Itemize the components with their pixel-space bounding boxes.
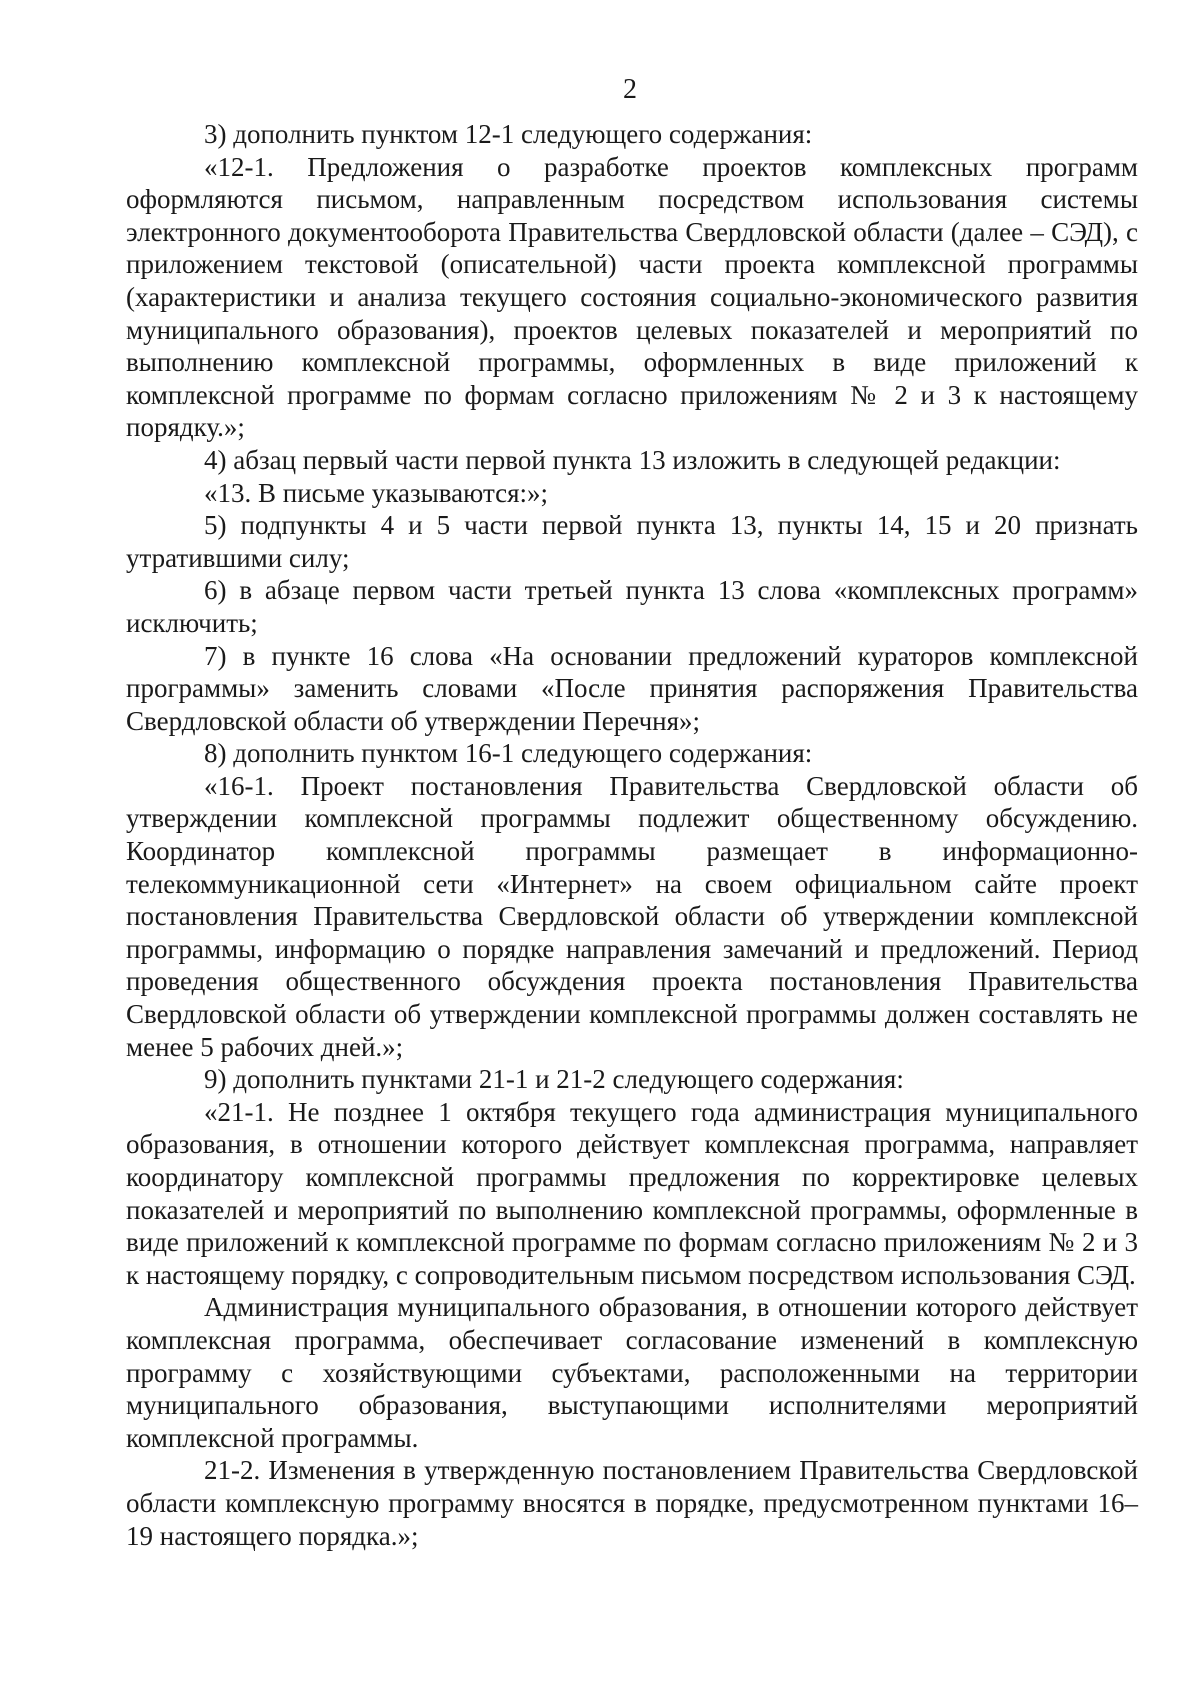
paragraph: 7) в пункте 16 слова «На основании предложений кураторов комплексной программы» заменить словами «После принятия распоряжения Правительства Свердловской области об утверждении Перечня»; [126, 640, 1138, 736]
paragraph: 6) в абзаце первом части третьей пункта 13 слова «комплексных программ» исключить; [126, 575, 1138, 638]
document-body [126, 118, 1138, 1552]
page-number: 2 [623, 74, 637, 105]
paragraph: 4) абзац первый части первой пункта 13 изложить в следующей редакции: [204, 444, 1061, 475]
paragraph: «16-1. Проект постановления Правительства Свердловской области об утверждении комплексной программы подлежит общественному обсуждению. Координатор комплексной программы размещает в информационно-телекоммуникационной сети «Интернет» на своем официальном сайте проект постановления Правительства Свердловской области об утверждении комплексной программы, информацию о порядке направления замечаний и предложений. Период проведения общественного обсуждения проекта постановления Правительства Свердловской области об утверждении комплексной программы должен составлять не менее 5 рабочих дней.»; [126, 770, 1138, 1062]
paragraph: «12-1. Предложения о разработке проектов комплексных программ оформляются письмом, направленным посредством использования системы электронного документооборота Правительства Свердловской области (далее – СЭД), с приложением текстовой (описательной) части проекта комплексной программы (характеристики и анализа текущего состояния социально-экономического развития муниципального образования), проектов целевых показателей и мероприятий по выполнению комплексной программы, оформленных в виде приложений к комплексной программе по формам согласно приложениям № 2 и 3 к настоящему порядку.»; [126, 151, 1138, 443]
paragraph: «13. В письме указываются:»; [204, 477, 548, 508]
paragraph: 9) дополнить пунктами 21-1 и 21-2 следующего содержания: [204, 1064, 904, 1095]
paragraph: 21-2. Изменения в утвержденную постановлением Правительства Свердловской области комплексную программу вносятся в порядке, предусмотренном пунктами 16–19 настоящего порядка.»; [126, 1455, 1138, 1551]
paragraph: «21-1. Не позднее 1 октября текущего года администрация муниципального образования, в отношении которого действует комплексная программа, направляет координатору комплексной программы предложения по корректировке целевых показателей и мероприятий по выполнению комплексной программы, оформленные в виде приложений к комплексной программе по формам согласно приложениям № 2 и 3 к настоящему порядку, с сопроводительным письмом посредством использования СЭД. [126, 1096, 1138, 1290]
paragraph: 3) дополнить пунктом 12-1 следующего содержания: [204, 119, 813, 149]
paragraph: Администрация муниципального образования, в отношении которого действует комплексная программа, обеспечивает согласование изменений в комплексную программу с хозяйствующими субъектами, расположенными на территории муниципального образования, выступающими исполнителями мероприятий комплексной программы. [126, 1292, 1138, 1453]
paragraph: 5) подпункты 4 и 5 части первой пункта 13, пункты 14, 15 и 20 признать утратившими силу; [126, 510, 1138, 573]
paragraph: 8) дополнить пунктом 16-1 следующего содержания: [204, 738, 813, 769]
